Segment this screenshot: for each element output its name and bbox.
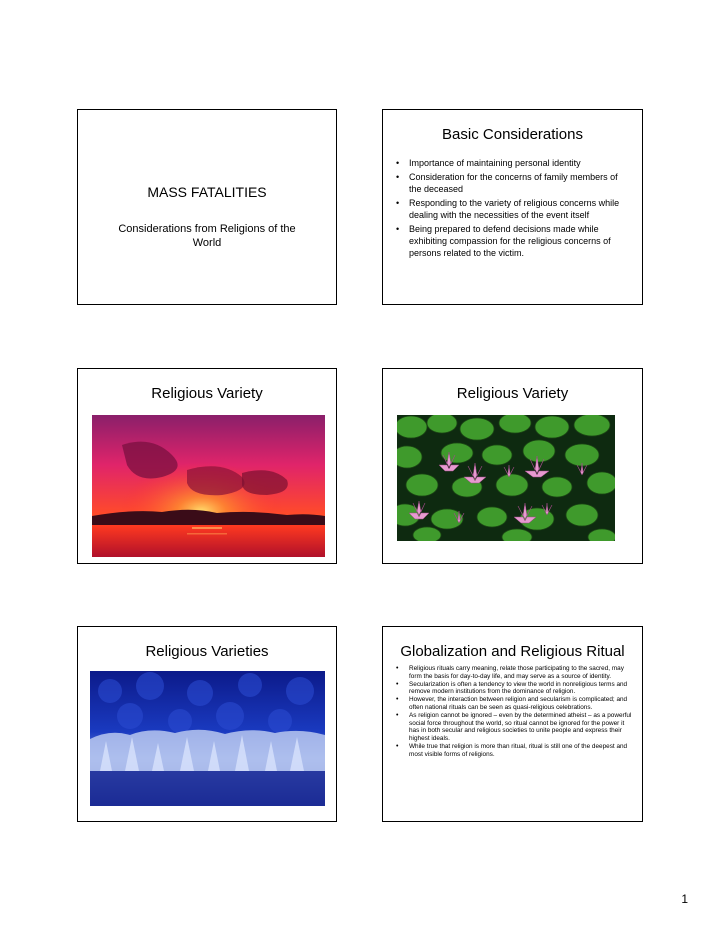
slide-title: Globalization and Religious Ritual	[400, 643, 625, 660]
slide-subtitle: Considerations from Religions of the World	[118, 223, 296, 249]
slide-title-card	[77, 109, 337, 305]
bullet-item: • Consideration for the concerns of family members of the deceased	[396, 171, 631, 195]
slide-title: Basic Considerations	[442, 126, 583, 143]
slide-basic-considerations	[382, 109, 643, 305]
slide-title: MASS FATALITIES	[147, 184, 267, 200]
bullet-item: • While true that religion is more than ritual, ritual is still one of the deepest and most visible forms of religions.	[396, 743, 634, 758]
snowy-forest-image	[90, 671, 325, 806]
slide-religious-variety-2	[382, 368, 643, 564]
slide-title: Religious Variety	[151, 385, 263, 402]
page-number: 1	[681, 892, 688, 906]
bullet-item: • Responding to the variety of religious concerns while dealing with the necessities of the event itself	[396, 197, 631, 221]
bullet-item: • However, the interaction between religion and secularism is complicated; and often national rituals can be seen as quasi-religious celebrations.	[396, 696, 634, 711]
bullet-list	[396, 665, 634, 759]
bullet-item: • Importance of maintaining personal identity	[396, 157, 631, 169]
bullet-list	[396, 157, 631, 261]
water-lily-image	[397, 415, 615, 541]
slide-religious-variety-1	[77, 368, 337, 564]
slide-title: Religious Varieties	[145, 643, 269, 660]
slide-globalization-ritual	[382, 626, 643, 822]
slide-title: Religious Variety	[456, 385, 569, 402]
bullet-item: • As religion cannot be ignored – even by the determined atheist – as a powerful social force throughout the world, so ritual cannot be ignored for the power it has in both secular and religious societies to unite people and express their highest ideals.	[396, 712, 634, 742]
bullet-item: • Religious rituals carry meaning, relate those participating to the sacred, may form the basis for day-to-day life, and may serve as a source of identity.	[396, 665, 634, 680]
sunset-image	[92, 415, 325, 557]
bullet-item: • Being prepared to defend decisions made while exhibiting compassion for the religious concerns of persons related to the victim.	[396, 223, 631, 260]
slide-religious-varieties	[77, 626, 337, 822]
bullet-item: • Secularization is often a tendency to view the world in nonreligious terms and remove modern institutions from the dominance of religion.	[396, 681, 634, 696]
